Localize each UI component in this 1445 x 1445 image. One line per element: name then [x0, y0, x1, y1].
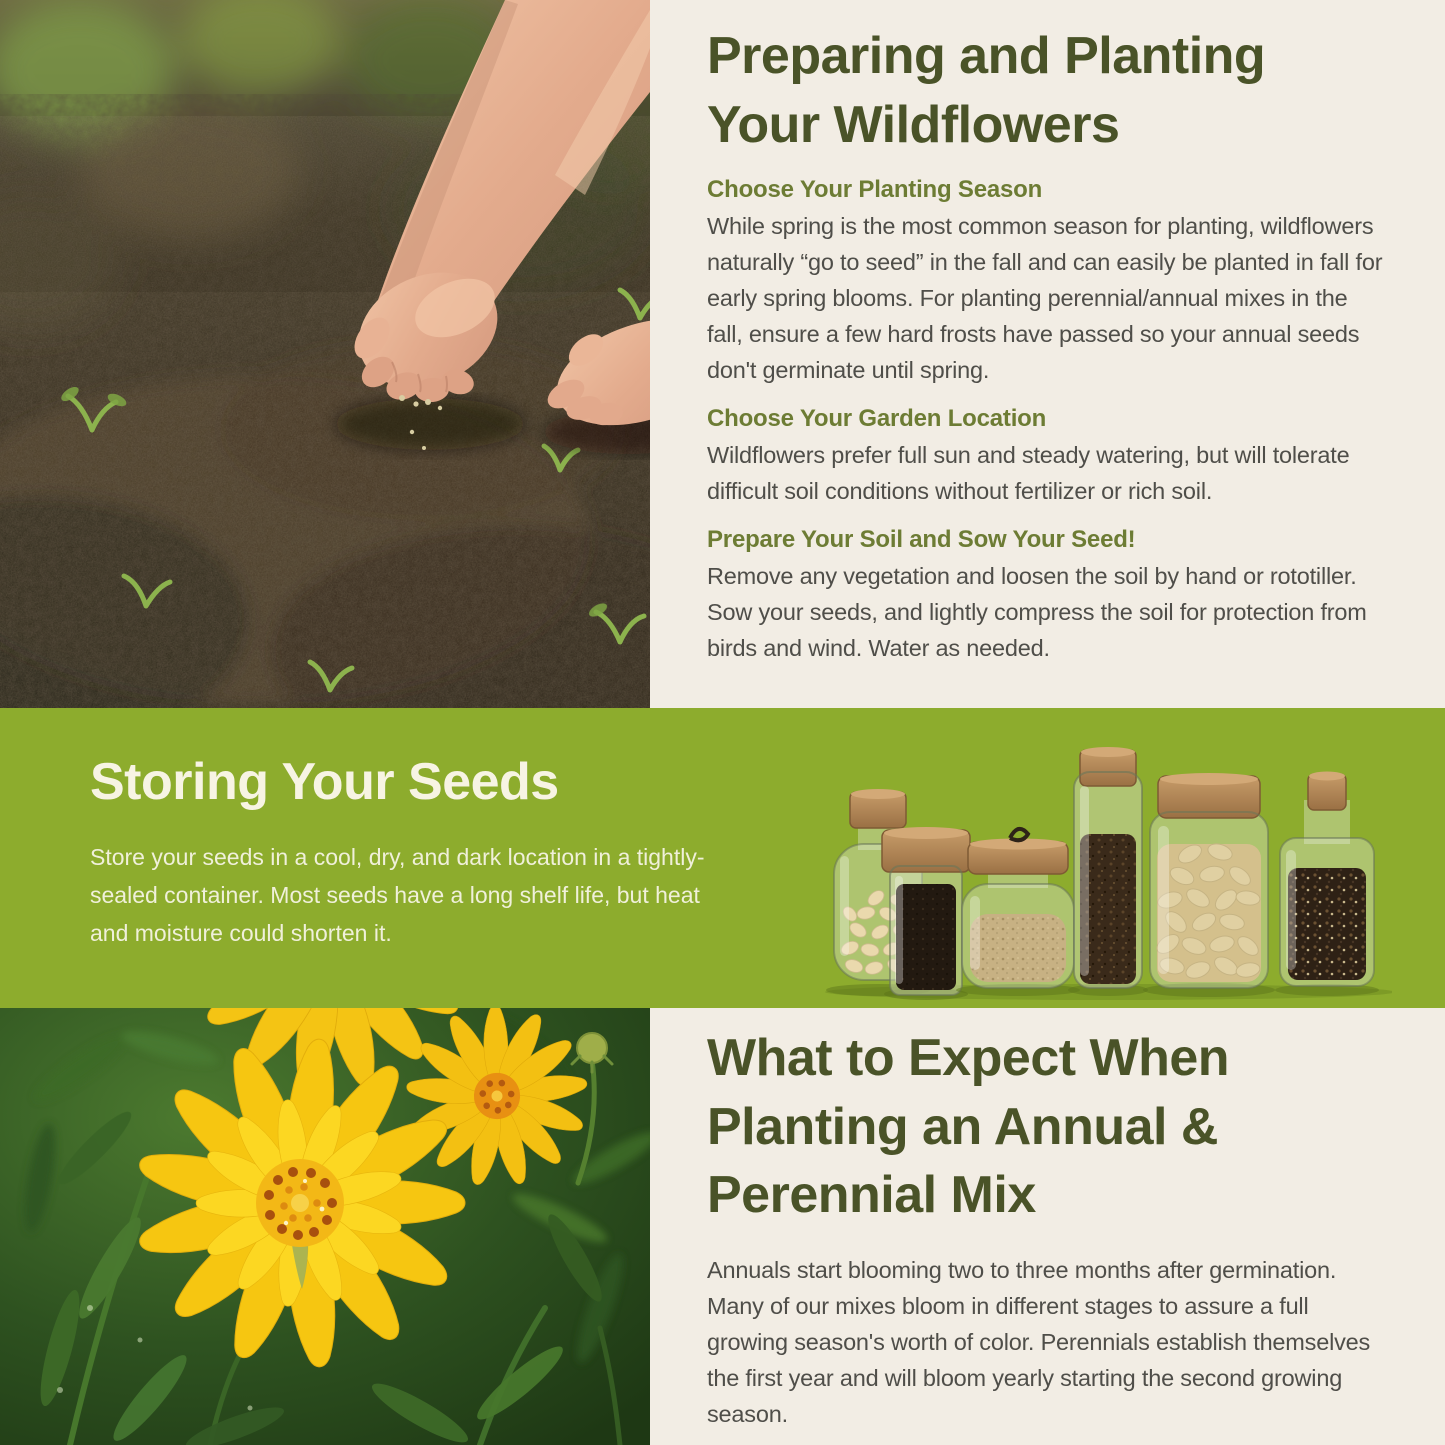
planting-season-body: While spring is the most common season for planting, wildflowers naturally “go to seed” in the fall and can easily be planted in fall for early spring blooms. For planting perennial/annual mixes in the fall, ensure a few hard frosts have passed so your annual seeds don't germinate until spring. [707, 213, 1383, 384]
seed-jars-graphic [820, 716, 1392, 1000]
storing-body: Store your seeds in a cool, dry, and dark location in a tightly-sealed container. Most seeds have a long shelf life, but heat and moisture could shorten it. [90, 844, 705, 946]
jar-tan-seeds [956, 829, 1080, 996]
storing-text-block [90, 752, 740, 952]
garden-location-body: Wildflowers prefer full sun and steady watering, but will tolerate difficult soil conditions without fertilizer or rich soil. [707, 442, 1350, 505]
expect-title: What to Expect When Planting an Annual & Perennial Mix [707, 1029, 1230, 1225]
preparing-title: Preparing and Planting Your Wildflowers [707, 27, 1266, 154]
planting-season-heading: Choose Your Planting Season [707, 176, 1043, 204]
jar-tall-tube [1068, 747, 1148, 996]
jar-pumpkin-seeds [1143, 773, 1275, 997]
jar-mixed-seeds [1275, 772, 1379, 997]
expect-section [650, 1008, 1445, 1445]
flower-photo-graphic [0, 1008, 650, 1445]
expect-body: Annuals start blooming two to three months after germination. Many of our mixes bloom in different stages to assure a full growing season's worth of color. Perennials establish themselves the first year and will bloom yearly starting the second growing season. [707, 1256, 1371, 1427]
prepare-soil-body: Remove any vegetation and loosen the soil by hand or rototiller. Sow your seeds, and lightly compress the soil for protection from birds and wind. Water as needed. [707, 563, 1367, 662]
sowing-photo [0, 0, 650, 708]
seed-jars-photo [820, 716, 1392, 1000]
garden-location-heading: Choose Your Garden Location [707, 405, 1047, 433]
preparing-section [650, 0, 1445, 708]
flower-photo [0, 1008, 650, 1445]
sowing-photo-graphic [0, 0, 650, 708]
jar-black-seeds [882, 827, 970, 1000]
prepare-soil-heading: Prepare Your Soil and Sow Your Seed! [707, 526, 1136, 554]
storing-band [0, 708, 1445, 1008]
storing-title: Storing Your Seeds [90, 753, 559, 811]
